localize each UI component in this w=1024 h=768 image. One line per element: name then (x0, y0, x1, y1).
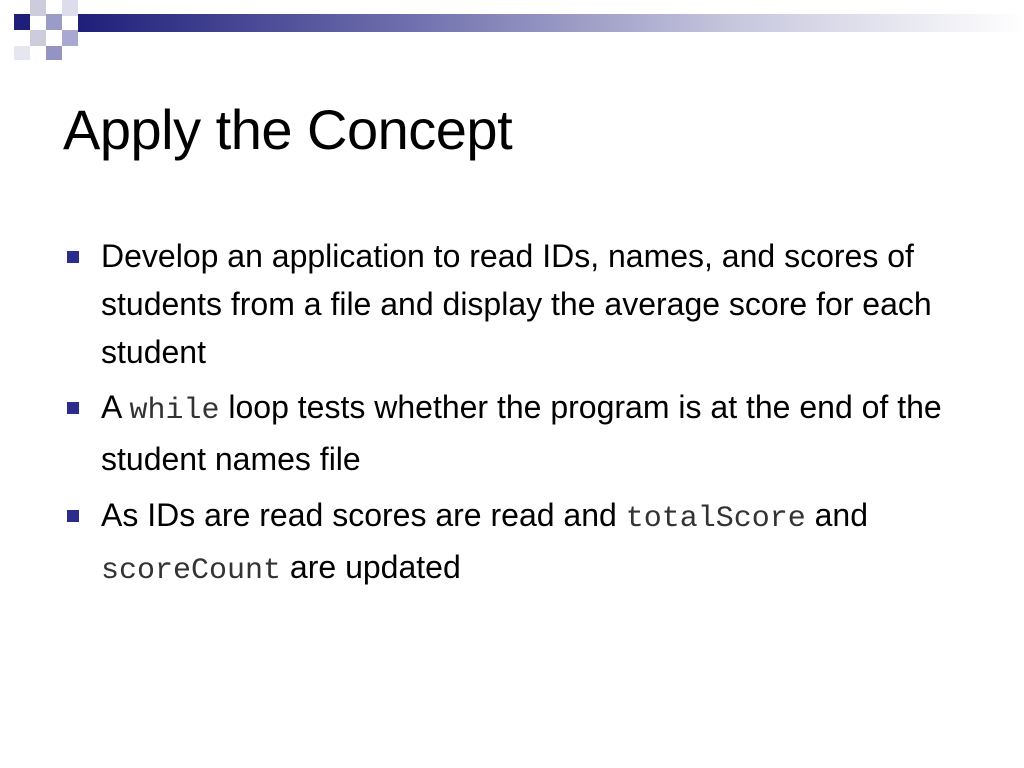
deco-square-mid (62, 30, 78, 46)
bullet-text: Develop an application to read IDs, names, and scores of students from a file and display the average score for each student (101, 238, 932, 370)
bullet-text-prefix: A (101, 389, 130, 425)
gradient-band (78, 14, 1024, 32)
bullet-item (64, 383, 964, 483)
square-bullet-icon (67, 251, 79, 263)
square-bullet-icon (67, 402, 79, 414)
deco-square-light (30, 0, 46, 16)
bullet-item (64, 232, 964, 376)
code-keyword-while: while (129, 394, 220, 428)
deco-square-mid (46, 46, 62, 60)
deco-square-dark (14, 14, 30, 30)
bullet-text-suffix: are updated (281, 549, 461, 585)
slide-title: Apply the Concept (63, 98, 513, 161)
deco-square-light (62, 0, 78, 16)
deco-square-mid (46, 14, 62, 30)
bullet-item (64, 491, 964, 595)
bullet-text-prefix: As IDs are read scores are read and (101, 497, 626, 533)
square-bullet-icon (67, 510, 79, 522)
bullet-text-middle: and (805, 497, 869, 533)
bullet-list (64, 232, 964, 595)
code-variable-scorecount: scoreCount (101, 554, 282, 588)
bullet-text-suffix: loop tests whether the program is at the end of the student names file (101, 389, 942, 477)
deco-square-light (30, 30, 46, 46)
header-decoration (0, 0, 1024, 64)
deco-square-light (14, 46, 30, 60)
code-variable-totalscore: totalScore (625, 502, 806, 536)
